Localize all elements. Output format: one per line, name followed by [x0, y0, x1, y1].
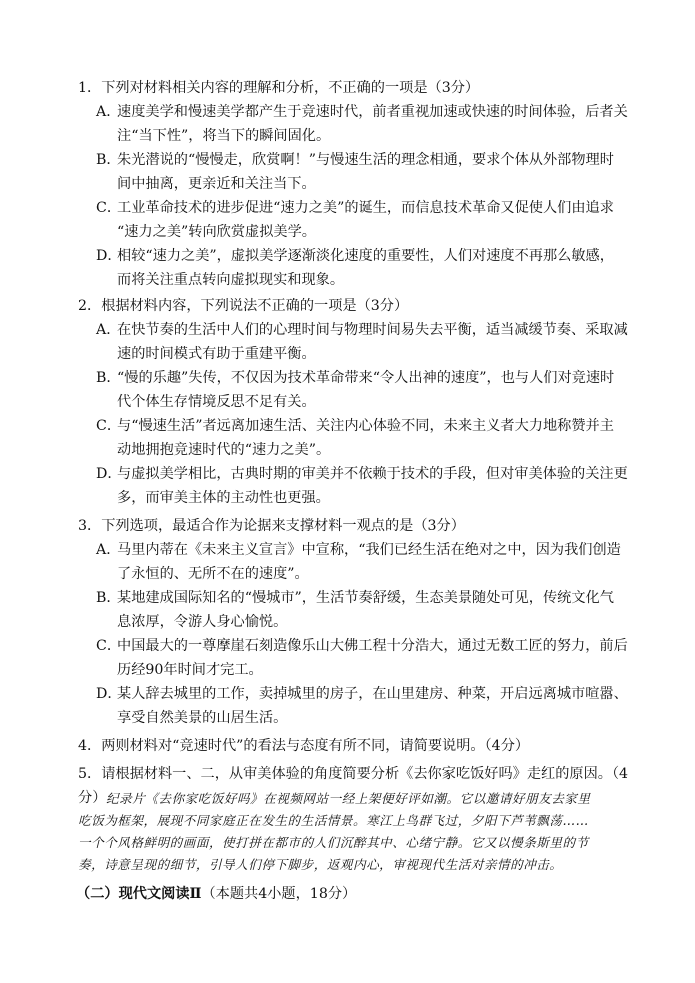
option-label: B． [96, 152, 121, 168]
option-label: D． [96, 466, 122, 482]
option-line-2: 间中抽离，更亲近和关注当下。 [117, 176, 316, 192]
question-3-option-b [96, 586, 636, 634]
question-1-option-d [96, 244, 636, 292]
option-line-1: 在快节奏的生活中人们的心理时间与物理时间易失去平衡，适当减缓节奏、采取减 [117, 322, 628, 338]
option-line-2: 多，而审美主体的主动性也更强。 [117, 490, 330, 506]
question-2-option-a [96, 318, 636, 366]
answer-passage [78, 788, 630, 876]
option-label: B． [96, 370, 121, 386]
option-line-2: 历经90年时间才完工。 [117, 662, 263, 678]
section-header [76, 882, 636, 906]
answer-line-4: 奏，诗意呈现的细节，引导人们停下脚步，返观内心，审视现代生活对亲情的冲击。 [78, 857, 563, 872]
option-label: A． [96, 322, 121, 338]
option-line-1: 中国最大的一尊摩崖石刻造像乐山大佛工程十分浩大，通过无数工匠的努力，前后 [117, 638, 628, 654]
answer-line-3: 一个个风格鲜明的画面，使打拼在都市的人们沉醉其中、心绪宁静。它又以慢条斯里的节 [78, 835, 589, 850]
question-2-option-c [96, 414, 636, 462]
question-1-stem: 1．下列对材料相关内容的理解和分析，不正确的一项是（3分） [78, 80, 480, 96]
option-line-2: 息浓厚，令游人身心愉悦。 [117, 614, 288, 630]
option-line-1: 马里内蒂在《未来主义宣言》中宣称，“我们已经生活在绝对之中，因为我们创造 [117, 542, 621, 558]
option-line-2: 注“当下性”，将当下的瞬间固化。 [117, 128, 331, 144]
option-label: A． [96, 542, 121, 558]
option-line-2: 而将关注重点转向虚拟现实和现象。 [117, 272, 345, 288]
question-3-option-a [96, 538, 636, 586]
option-line-2: 速的时间模式有助于重建平衡。 [117, 346, 316, 362]
option-line-1: “慢的乐趣”失传，不仅因为技术革命带来“令人出神的速度”，也与人们对竞速时 [117, 370, 615, 386]
question-1-option-a [96, 100, 636, 148]
question-2-option-d [96, 462, 636, 510]
option-label: B． [96, 590, 121, 606]
section-note: （本题共4小题，18分） [201, 886, 357, 902]
question-4-stem: 4．两则材料对“竞速时代”的看法与态度有所不同，请简要说明。（4分） [78, 738, 530, 754]
question-3-option-d [96, 682, 636, 730]
question-2-option-b [96, 366, 636, 414]
option-label: A． [96, 104, 121, 120]
option-line-2: “速力之美”转向欣赏虚拟美学。 [117, 224, 316, 240]
section-title: （二）现代文阅读Ⅱ [76, 886, 202, 902]
option-line-1: 某人辞去城里的工作，卖掉城里的房子，在山里建房、种菜，开启远离城市喧嚣、 [117, 686, 628, 702]
answer-line-1: 纪录片《去你家吃饭好吗》在视频网站一经上架便好评如潮。它以邀请好朋友去家里 [106, 791, 591, 806]
question-5-stem: 5．请根据材料一、二，从审美体验的角度简要分析《去你家吃饭好吗》走红的原因。（4分） [78, 766, 629, 806]
option-label: D． [96, 248, 122, 264]
option-line-2: 享受自然美景的山居生活。 [117, 710, 288, 726]
option-line-1: 某地建成国际知名的“慢城市”，生活节奏舒缓，生态美景随处可见，传统文化气 [117, 590, 614, 606]
question-2-stem: 2．根据材料内容，下列说法不正确的一项是（3分） [78, 298, 409, 314]
question-3-stem: 3．下列选项，最适合作为论据来支撑材料一观点的是（3分） [78, 518, 465, 534]
option-line-1: 速度美学和慢速美学都产生于竞速时代，前者重视加速或快速的时间体验，后者关 [117, 104, 628, 120]
option-label: C． [96, 200, 122, 216]
option-line-1: 与“慢速生活”者远离加速生活、关注内心体验不同，未来主义者大力地称赞并主 [117, 418, 614, 434]
option-line-1: 相较“速力之美”，虚拟美学逐渐淡化速度的重要性，人们对速度不再那么敏感， [117, 248, 614, 264]
option-line-2: 了永恒的、无所不在的速度”。 [117, 566, 309, 582]
option-line-2: 动地拥抱竞速时代的“速力之美”。 [117, 442, 331, 458]
question-3-option-c [96, 634, 636, 682]
option-label: C． [96, 638, 122, 654]
option-line-1: 与虚拟美学相比，古典时期的审美并不依赖于技术的手段，但对审美体验的关注更 [117, 466, 628, 482]
question-1-option-c [96, 196, 636, 244]
option-label: C． [96, 418, 122, 434]
answer-line-2: 吃饭为框架，展现不同家庭正在发生的生活情景。寒江上鸟群飞过，夕阳下芦苇飘荡…… [78, 813, 589, 828]
option-line-1: 工业革命技术的进步促进“速力之美”的诞生，而信息技术革命又促使人们由追求 [117, 200, 614, 216]
option-label: D． [96, 686, 122, 702]
option-line-1: 朱光潜说的“慢慢走，欣赏啊！”与慢速生活的理念相通，要求个体从外部物理时 [117, 152, 614, 168]
question-1-option-b [96, 148, 636, 196]
option-line-2: 代个体生存情境反思不足有关。 [117, 394, 316, 410]
